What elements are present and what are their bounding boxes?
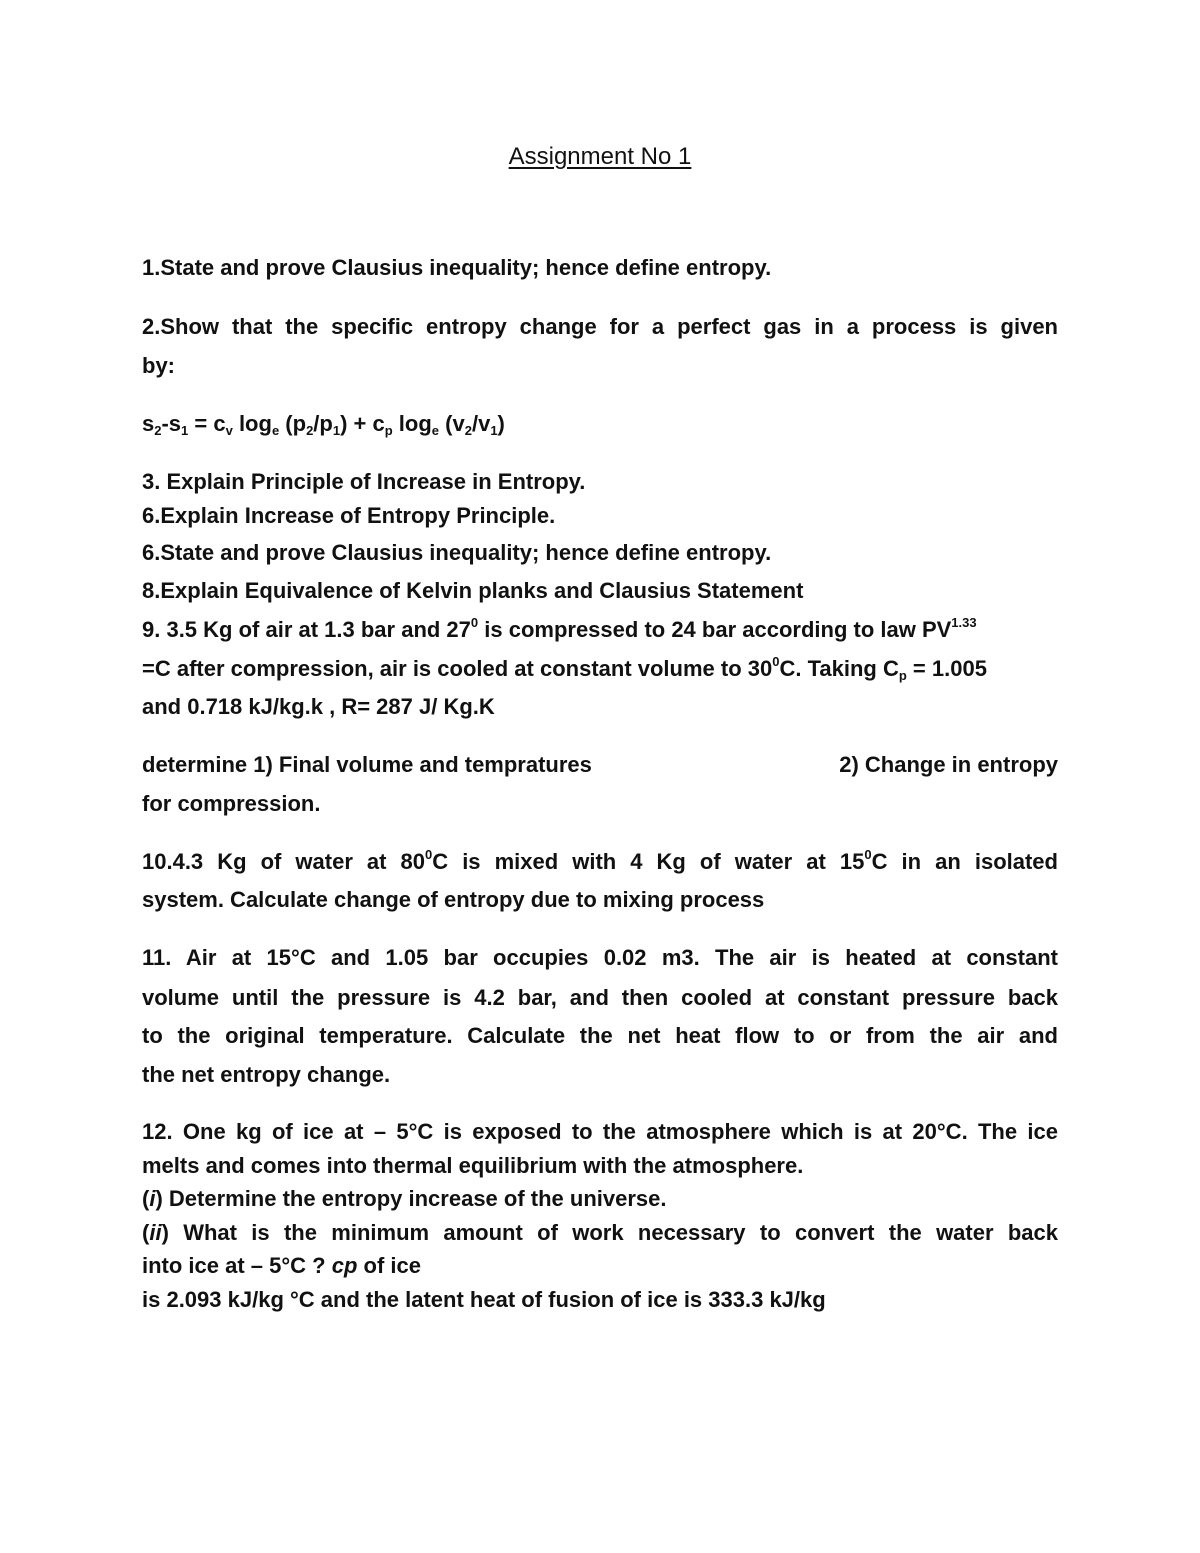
question-12-line-1: 12. One kg of ice at – 5°C is exposed to the atmosphere which is at 20°C. The ice bbox=[142, 1119, 1058, 1144]
question-10-line-2: system. Calculate change of entropy due to mixing process bbox=[142, 887, 765, 912]
question-1: 1.State and prove Clausius inequality; hence define entropy. bbox=[142, 255, 772, 280]
question-9-line-1: 9. 3.5 Kg of air at 1.3 bar and $27^0$ is compressed to 24 bar according to law $PV^{1.33}$ bbox=[142, 615, 977, 642]
question-11-line-2: volume until the pressure is 4.2 bar, and then cooled at constant pressure back bbox=[142, 985, 1058, 1010]
question-12-line-2: melts and comes into thermal equilibrium with the atmosphere. bbox=[142, 1153, 804, 1178]
question-10-line-1: 10.4.3 Kg of water at $80^0C$ is mixed with 4 Kg of water at $15^0C$ in an isolated bbox=[142, 847, 1058, 874]
question-12-line-5: into ice at – 5°C ? cp of ice bbox=[142, 1253, 421, 1278]
question-8: 8.Explain Equivalence of Kelvin planks and Clausius Statement bbox=[142, 578, 804, 603]
question-12-line-3: (i) Determine the entropy increase of the universe. bbox=[142, 1186, 667, 1211]
question-12-line-6: is 2.093 kJ/kg °C and the latent heat of fusion of ice is 333.3 kJ/kg bbox=[142, 1287, 826, 1312]
question-2-line-2: by: bbox=[142, 353, 175, 378]
question-3: 3. Explain Principle of Increase in Entropy. bbox=[142, 469, 586, 494]
question-2-line-1: 2.Show that the specific entropy change for a perfect gas in a process is given bbox=[142, 314, 1058, 339]
entropy-equation: $s_2-s_1 = c_v$ $\log_e (p_2/p_1) + c_p$ $\log_e (v_2/v_1)$ bbox=[142, 411, 505, 438]
page-title: Assignment No 1 bbox=[508, 143, 692, 170]
question-12-line-4: (ii) What is the minimum amount of work necessary to convert the water back bbox=[142, 1220, 1058, 1245]
question-11-line-1: 11. Air at 15°C and 1.05 bar occupies 0.02 m3. The air is heated at constant bbox=[142, 945, 1058, 970]
question-9-line-4: determine 1) Final volume and tempratures 2) Change in entropy bbox=[142, 752, 1058, 777]
question-6a: 6.Explain Increase of Entropy Principle. bbox=[142, 503, 556, 528]
question-11-line-4: the net entropy change. bbox=[142, 1062, 391, 1087]
question-6b: 6.State and prove Clausius inequality; hence define entropy. bbox=[142, 540, 772, 565]
question-11-line-3: to the original temperature. Calculate the net heat flow to or from the air and bbox=[142, 1023, 1058, 1048]
question-9-line-2: =C after compression, air is cooled at constant volume to $30^0C$. Taking $C_p = 1.005$ bbox=[142, 654, 987, 683]
question-9-line-3: and 0.718 kJ/kg.k , R= 287 J/ Kg.K bbox=[142, 694, 495, 719]
question-9-line-5: for compression. bbox=[142, 791, 321, 816]
